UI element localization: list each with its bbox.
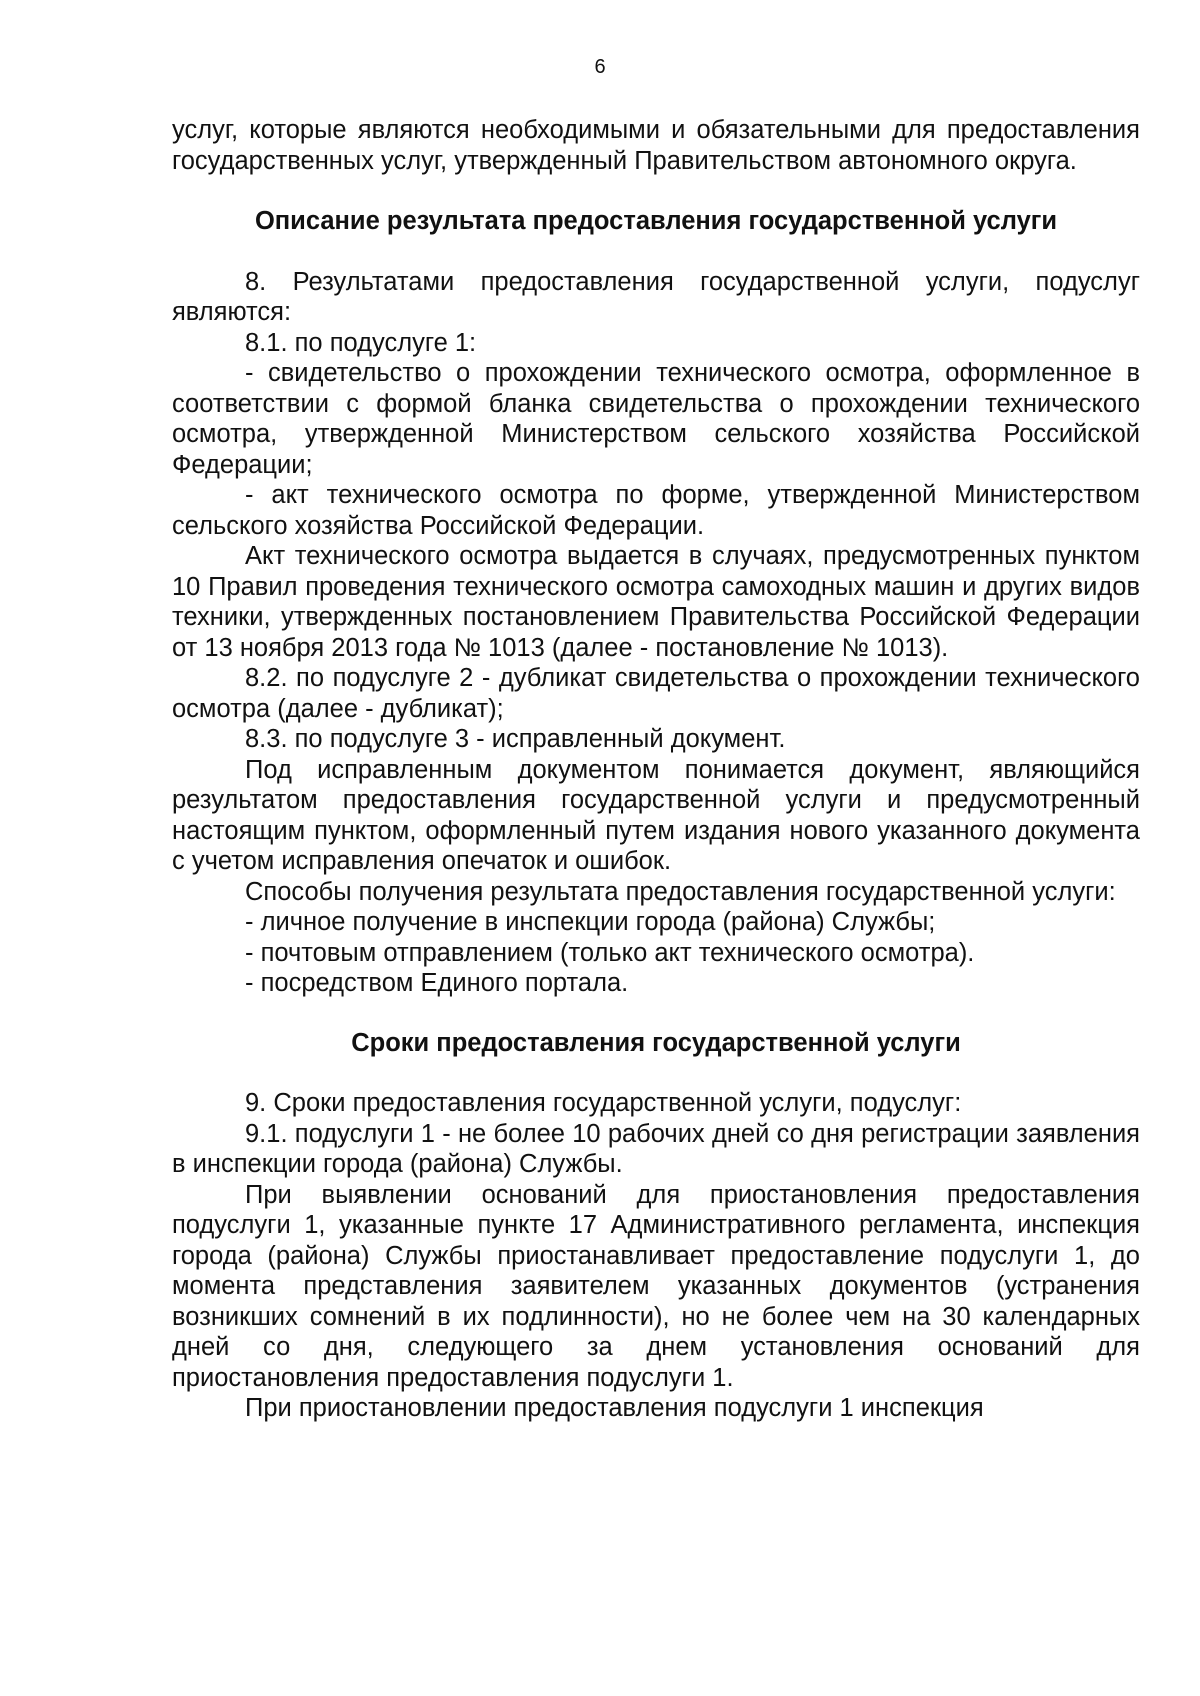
paragraph-act: - акт технического осмотра по форме, утвержденной Министерством сельского хозяйства Российской Федерации. (172, 481, 1140, 540)
paragraph-certificate: - свидетельство о прохождении технического осмотра, оформленное в соответствии с формой бланка свидетельства о прохождении технического осмотра, утвержденной Министерством сельского хозяйства Российской Федерации; (172, 359, 1140, 479)
paragraph-8-2: 8.2. по подуслуге 2 - дубликат свидетельства о прохождении технического осмотра (далее - дубликат); (172, 664, 1140, 723)
list-item-personal: - личное получение в инспекции города (района) Службы; (245, 908, 936, 936)
list-item-portal: - посредством Единого портала. (245, 969, 629, 997)
paragraph-suspension: При выявлении оснований для приостановления предоставления подуслуги 1, указанные пункте 17 Административного регламента, инспекция города (района) Службы приостанавливает предоставление подуслуги 1, до момента представления заявителем указанных документов (устранения возникших сомнений в их подлинности), но не более чем на 30 календарных дней со дня, следующего за днем установления оснований для приостановления предоставления подуслуги 1. (172, 1180, 1140, 1392)
section-heading-terms: Сроки предоставления государственной услуги (351, 1028, 961, 1057)
list-item-mail: - почтовым отправлением (только акт технического осмотра). (245, 938, 975, 967)
paragraph-act-issued: Акт технического осмотра выдается в случаях, предусмотренных пунктом 10 Правил проведения технического осмотра самоходных машин и других видов техники, утвержденных постановлением Правительства Российской Федерации от 13 ноября 2013 года № 1013 (далее - постановление № 1013). (172, 542, 1140, 662)
intro-paragraph: услуг, которые являются необходимыми и обязательными для предоставления государственных услуг, утвержденный Правительством автономного округа. (172, 116, 1140, 175)
paragraph-8: 8. Результатами предоставления государственной услуги, подуслуг являются: (172, 267, 1140, 326)
document-body (172, 115, 1140, 1424)
page-number: 6 (594, 56, 606, 78)
paragraph-8-1: 8.1. по подуслуге 1: (245, 328, 477, 357)
paragraph-9: 9. Сроки предоставления государственной услуги, подуслуг: (245, 1089, 962, 1117)
paragraph-methods: Способы получения результата предоставления государственной услуги: (245, 877, 1116, 906)
paragraph-suspension-continued: При приостановлении предоставления подуслуги 1 инспекция (245, 1394, 984, 1422)
section-heading-result: Описание результата предоставления государственной услуги (254, 207, 1058, 235)
paragraph-9-1: 9.1. подуслуги 1 - не более 10 рабочих дней со дня регистрации заявления в инспекции города (района) Службы. (172, 1119, 1140, 1178)
paragraph-corrected-document: Под исправленным документом понимается документ, являющийся результатом предоставления государственной услуги и предусмотренный настоящим пунктом, оформленный путем издания нового указанного документа с учетом исправления опечаток и ошибок. (172, 755, 1140, 875)
paragraph-8-3: 8.3. по подуслуге 3 - исправленный документ. (245, 725, 786, 753)
